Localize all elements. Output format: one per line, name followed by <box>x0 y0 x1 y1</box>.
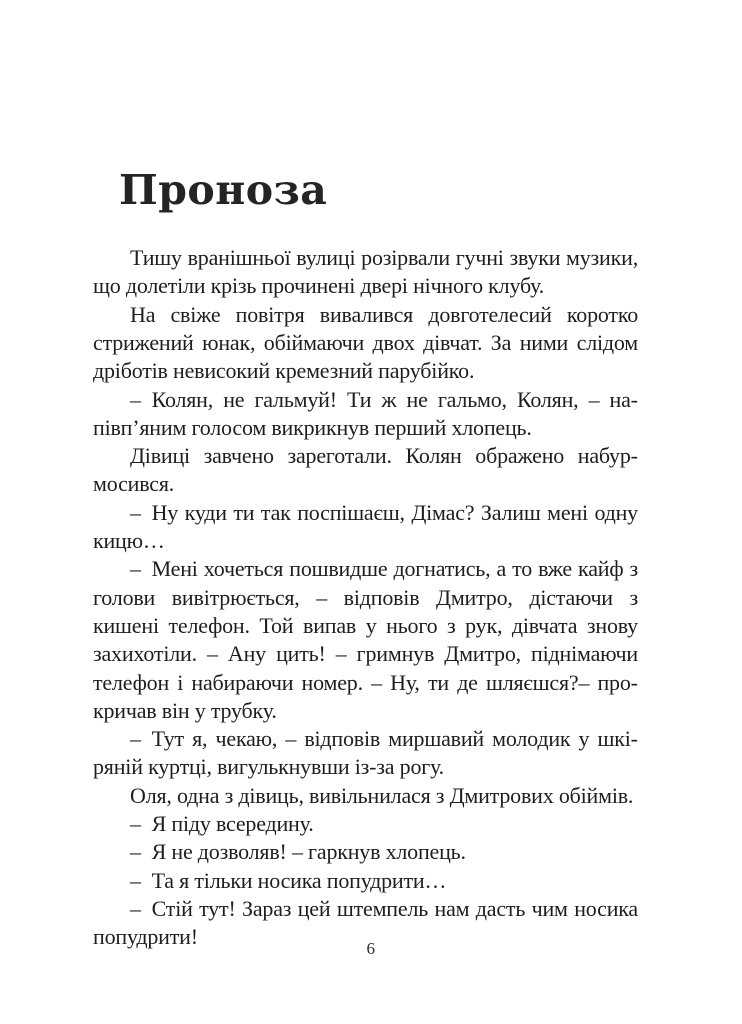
paragraph: – Ну куди ти так поспішаєш, Дімас? Залиш мені одну кицю… <box>93 499 638 554</box>
paragraph: – Колян, не гальмуй! Ти ж не гальмо, Колян, – напівп’яним голосом викрикнув перший хлопець. <box>93 386 638 440</box>
text-block <box>93 244 638 951</box>
paragraph: – Та я тільки носика попудрити… <box>130 867 447 893</box>
paragraph: Оля, одна з дівиць, вивільнилася з Дмитрових обіймів. <box>130 782 634 808</box>
paragraph: – Стій тут! Зараз цей штемпель нам дасть чим носика попудрити! <box>93 895 638 950</box>
text-column <box>93 0 638 952</box>
paragraph: – Я піду всередину. <box>130 811 314 837</box>
chapter-title: Проноза <box>119 166 328 214</box>
paragraph: Тишу вранішньої вулиці розірвали гучні звуки музики, що долетіли крізь прочинені двері нічного клубу. <box>93 245 638 299</box>
page-number: 6 <box>366 939 376 958</box>
paragraph: – Тут я, чекаю, – відповів миршавий молодик у шкіряній куртці, вигулькнувши із-за рогу. <box>93 726 638 780</box>
paragraph: Дівиці завчено зареготали. Колян ображено набурмосився. <box>93 443 638 497</box>
paragraph: – Я не дозволяв! – гаркнув хлопець. <box>130 839 466 865</box>
paragraph: На свіже повітря вивалився довготелесий коротко стрижений юнак, обіймаючи двох дівчат. За ними слідом дріботів невисокий кремезний парубійко. <box>93 301 638 384</box>
paragraph: – Мені хочеться пошвидше догнатись, а то вже кайф з голови вивітрюється, – відповів Дмитро, дістаючи з кишені телефон. Той випав у нього з рук, дівчата знову захихотіли. – Ану цить! – гримнув Дмитро, піднімаючи телефон і набираючи номер. – Ну, ти де шляєшся?– прокричав він у трубку. <box>93 556 638 723</box>
